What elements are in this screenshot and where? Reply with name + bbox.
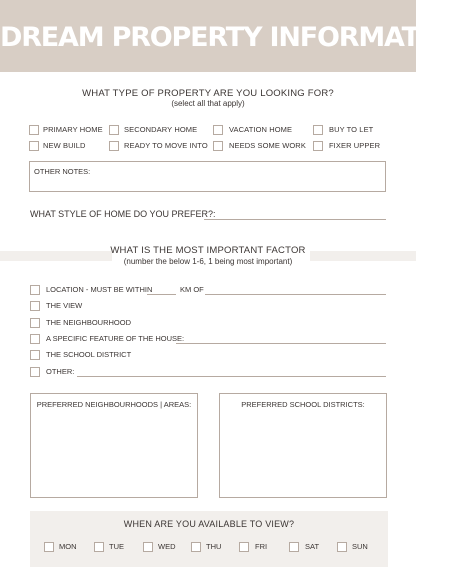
factor-label-location-suffix: KM OF: [180, 285, 204, 294]
checkbox-primary-home[interactable]: [29, 125, 39, 135]
factor-box-school-district[interactable]: [30, 350, 40, 360]
checkbox-buy-to-let[interactable]: [313, 125, 323, 135]
availability-question: WHEN ARE YOU AVAILABLE TO VIEW?: [123, 519, 295, 529]
neighbourhoods-label: PREFERRED NEIGHBOURHOODS | AREAS:: [36, 400, 192, 409]
factor-box-specific-feature[interactable]: [30, 334, 40, 344]
option-label-new-build: NEW BUILD: [43, 141, 86, 150]
option-label-buy-to-let: BUY TO LET: [329, 125, 374, 134]
other-notes-field[interactable]: [29, 161, 386, 192]
location-place-line[interactable]: [205, 294, 386, 295]
checkbox-ready-to-move-into[interactable]: [109, 141, 119, 151]
specific-feature-line[interactable]: [176, 343, 386, 344]
day-label-thu: THU: [206, 542, 222, 551]
other-notes-label: OTHER NOTES:: [34, 167, 91, 176]
factor-label-other: OTHER:: [46, 367, 75, 376]
day-label-fri: FRI: [255, 542, 268, 551]
home-style-answer-line[interactable]: [204, 219, 386, 220]
day-label-wed: WED: [158, 542, 176, 551]
day-label-sun: SUN: [352, 542, 368, 551]
factor-label-specific-feature: A SPECIFIC FEATURE OF THE HOUSE:: [46, 334, 185, 343]
checkbox-new-build[interactable]: [29, 141, 39, 151]
checkbox-wed[interactable]: [143, 542, 153, 552]
factor-label-school-district: THE SCHOOL DISTRICT: [46, 350, 132, 359]
factor-box-neighbourhood[interactable]: [30, 318, 40, 328]
factor-label-view: THE VIEW: [46, 301, 83, 310]
day-label-tue: TUE: [109, 542, 124, 551]
home-style-question: WHAT STYLE OF HOME DO YOU PREFER?:: [30, 209, 216, 219]
day-label-sat: SAT: [305, 542, 320, 551]
factor-box-location[interactable]: [30, 285, 40, 295]
checkbox-sun[interactable]: [337, 542, 347, 552]
factor-box-view[interactable]: [30, 301, 40, 311]
header-banner: [0, 0, 471, 72]
school-districts-field[interactable]: [219, 393, 387, 498]
availability-panel: [30, 511, 388, 567]
option-label-ready-to-move-into: READY TO MOVE INTO: [124, 141, 208, 150]
option-label-vacation-home: VACATION HOME: [229, 125, 293, 134]
option-label-needs-some-work: NEEDS SOME WORK: [229, 141, 306, 150]
checkbox-needs-some-work[interactable]: [213, 141, 223, 151]
page-title: DREAM PROPERTY INFORMATION: [0, 22, 471, 53]
factor-label-location-prefix: LOCATION - MUST BE WITHIN: [46, 285, 153, 294]
checkbox-mon[interactable]: [44, 542, 54, 552]
property-type-question: WHAT TYPE OF PROPERTY ARE YOU LOOKING FOR?: [82, 88, 334, 99]
school-districts-label: PREFERRED SCHOOL DISTRICTS:: [241, 400, 365, 409]
checkbox-secondary-home[interactable]: [109, 125, 119, 135]
factor-label-neighbourhood: THE NEIGHBOURHOOD: [46, 318, 132, 327]
property-type-subtitle: (select all that apply): [171, 99, 245, 108]
checkbox-tue[interactable]: [94, 542, 104, 552]
factor-question: WHAT IS THE MOST IMPORTANT FACTOR: [110, 245, 306, 256]
checkbox-thu[interactable]: [191, 542, 201, 552]
day-label-mon: MON: [59, 542, 77, 551]
factor-subtitle: (number the below 1-6, 1 being most important): [123, 257, 293, 266]
checkbox-fixer-upper[interactable]: [313, 141, 323, 151]
checkbox-sat[interactable]: [289, 542, 299, 552]
checkbox-vacation-home[interactable]: [213, 125, 223, 135]
neighbourhoods-field[interactable]: [30, 393, 198, 498]
checkbox-fri[interactable]: [239, 542, 249, 552]
option-label-secondary-home: SECONDARY HOME: [124, 125, 198, 134]
option-label-primary-home: PRIMARY HOME: [43, 125, 103, 134]
location-distance-line[interactable]: [147, 294, 176, 295]
factor-box-other[interactable]: [30, 367, 40, 377]
option-label-fixer-upper: FIXER UPPER: [329, 141, 381, 150]
other-factor-line[interactable]: [77, 376, 386, 377]
